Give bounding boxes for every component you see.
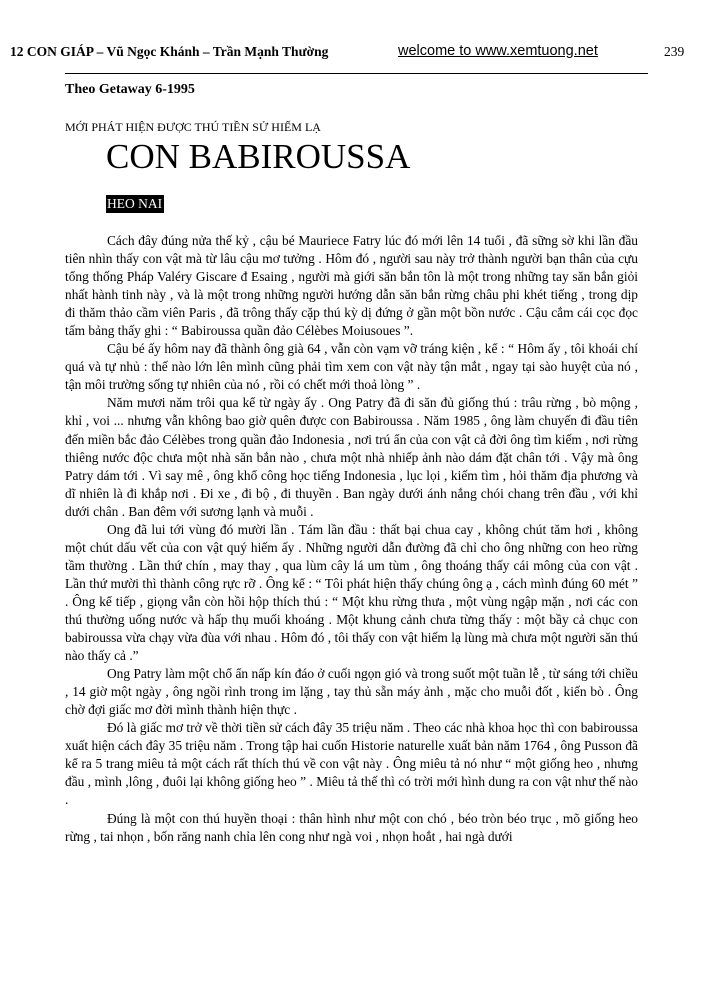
body-paragraph: Đó là giấc mơ trở về thời tiền sử cách đây 35 triệu năm . Theo các nhà khoa học thì con babiroussa xuất hiện cách đây 35 triệu năm . Trong tập hai cuốn Historie naturelle xuất bản năm 1764 , ông Pusson đã kể ra 5 trang miêu tả một cách rất thích thú về con vật này . Ông miêu tả nó như “ một giống heo , nhưng đầu , mình ,lông , đuôi lại không giống heo ” . Miêu tả thế thì có trời mới hình dung ra con vật như thế nào .	[65, 720, 638, 808]
website-link[interactable]: welcome to www.xemtuong.net	[398, 43, 598, 59]
article-kicker: MỚI PHÁT HIỆN ĐƯỢC THÚ TIỀN SỬ HIẾM LẠ	[65, 120, 321, 134]
body-paragraph: Đúng là một con thú huyền thoại : thân hình như một con chó , béo tròn béo trục , mõ giống heo rừng , tai nhọn , bốn răng nanh chỉa lên cong như ngà voi , nhọn hoắt , hai ngà dưới	[65, 810, 638, 844]
body-paragraph: Cách đây đúng nửa thế kỷ , cậu bé Mauriece Fatry lúc đó mới lên 14 tuổi , đã sững sờ khi lần đầu tiên nhìn thấy con vật mà từ lâu cậu mơ tưởng . Hôm đó , người sau này trở thành người bạn thân của cựu tổng thống Pháp Valéry Giscare đ Esaing , người mà giới săn bắn tôn là một trong những tay săn bắn giỏi nhất hành tinh này , và là một trong những người hướng dẫn săn bắn rừng châu phi khét tiếng , trong dịp đi thăm thảo cầm viên Paris , đã trông thấy cặp thú kỳ dị đứng ở gần một bồn nước . Cậu cắm cái cọc đọc tấm bảng thấy ghi : “ Babiroussa quần đảo Célèbes Moiusoues ”.	[65, 233, 638, 339]
header-divider	[65, 73, 648, 74]
page-number: 239	[664, 44, 685, 59]
body-paragraph: Năm mươi năm trôi qua kể từ ngày ấy . Ong Patry đã đi săn đủ giống thú : trâu rừng , bò mộng , khỉ , voi ... nhưng vẫn không bao giờ quên được con Babiroussa . Năm 1985 , ông làm chuyến đi đầu tiên đến miền bắc đảo Célèbes trong quần đảo Indonesia , nơi trú ẩn của con vật cả đời ông tìm kiếm , nơi rừng thiêng nước độc chưa một nhà săn bắn nào , chưa một nhà nhiếp ảnh nào dám đặt chân tới . Vậy mà ông Patry dám tới . Vì say mê , ông khổ công học tiếng Indonesia , lục lọi , kiếm tìm , hỏi thăm địa phương và dĩ nhiên là đi khắp nơi . Đi xe , đi bộ , đi thuyền . Ban ngày dưới ánh nắng chói chang trên đầu , với khỉ dưới chân . Ban đêm với sương lạnh và muỗi .	[65, 395, 638, 519]
article-title: CON BABIROUSSA	[106, 137, 411, 176]
article-subhead: HEO NAI	[107, 196, 163, 211]
body-paragraph: Ong đã lui tới vùng đó mười lần . Tám lần đầu : thất bại chua cay , không chút tăm hơi , không một chút dấu vết của con vật quý hiếm ấy . Những người dẫn đường đã chỉ cho ông những con heo rừng tầm thường . Lần thứ chín , may thay , qua lùm cây lá um tùm , ông thoáng thấy cái mông của con vật . Lần thứ mười thì thành công rực rỡ . Ông kể : “ Tôi phát hiện thấy chúng ông ạ , cách mình đúng 60 mét ” . Ông kể tiếp , giọng vẫn còn hồi hộp thích thú : “ Một khu rừng thưa , một vùng ngập mặn , nơi các con thú thường uống nước và hấp thụ muối khoáng . Một khung cảnh chưa từng thấy : một bầy cả chục con babiroussa vừa chạy vừa đùa với nhau . Hôm đó , tôi thấy con vật hiếm lạ lùng mà chưa một người săn thú nào thấy cả .”	[65, 521, 638, 664]
body-paragraph: Cậu bé ấy hôm nay đã thành ông già 64 , vẫn còn vạm vỡ tráng kiện , kể : “ Hôm ấy , tôi khoái chí quá và tự nhủ : thế nào lớn lên mình cũng phải tìm xem con vật này tận mắt , ngay tại sào huyệt của nó , tận môi trường sống tự nhiên của nó , rồi có chết mới thoả lòng ” .	[65, 341, 638, 393]
article-source: Theo Getaway 6-1995	[65, 82, 195, 97]
article-body	[65, 232, 638, 846]
book-title-header: 12 CON GIÁP – Vũ Ngọc Khánh – Trần Mạnh Thường	[10, 44, 329, 59]
body-paragraph: Ong Patry làm một chổ ẩn nấp kín đáo ở cuối ngọn gió và trong suốt một tuần lễ , từ sáng tới chiều , 14 giờ một ngày , ông ngồi rình trong im lặng , tay thủ sẵn máy ảnh , mặc cho muỗi đốt , kiến bò . Ông chờ đợi giấc mơ đời mình thành hiện thực .	[65, 666, 638, 718]
